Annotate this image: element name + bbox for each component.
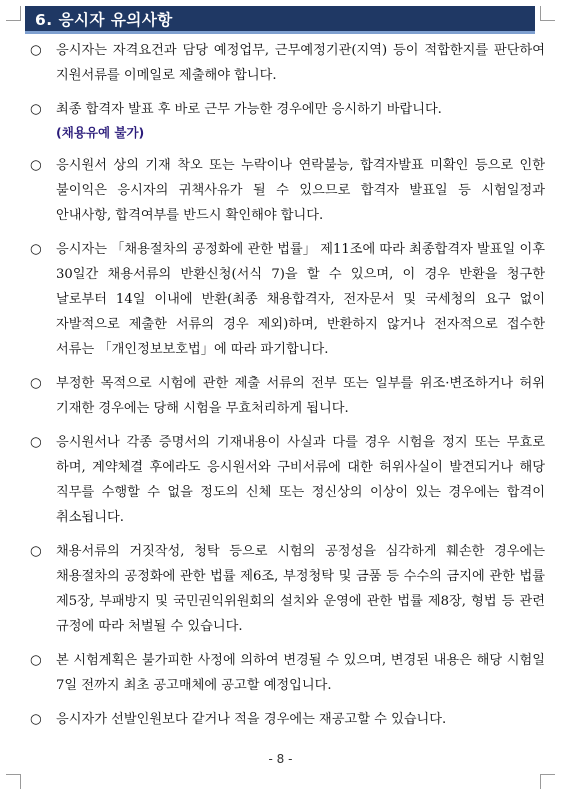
item-text: 응시자는 「채용절차의 공정화에 관한 법률」 제11조에 따라 최종합격자 발표일 이후 30일간 채용서류의 반환신청(서식 7)을 할 수 있으며, 이 경우 반환을 청구한 날로부터 14일 이내에 반환(최종 채용합격자, 전자문서 및 국세청의 요구 없이 자발적으로 제출한 서류의 경우 제외)하며, 반환하지 않거나 전자적으로 접수한 서류는 「개인정보보호법」에 따라 파기합니다. <box>56 242 545 357</box>
list-item <box>30 153 545 228</box>
item-text: 부정한 목적으로 시험에 관한 제출 서류의 전부 또는 일부를 위조·변조하거나 허위 기재한 경우에는 당해 시험을 무효처리하게 됩니다. <box>56 376 545 416</box>
bullet-icon: ○ <box>30 241 42 257</box>
list-item <box>30 371 545 421</box>
list-item <box>30 707 545 732</box>
item-note: (채용유예 불가) <box>56 125 145 140</box>
list-item <box>30 97 545 144</box>
list-item <box>30 38 545 88</box>
crop-mark-bottom-left <box>6 774 21 789</box>
item-text: 본 시험계획은 불가피한 사정에 의하여 변경될 수 있으며, 변경된 내용은 해당 시험일 7일 전까지 최초 공고매체에 공고할 예정입니다. <box>56 653 545 693</box>
bullet-icon: ○ <box>30 711 42 727</box>
notice-list <box>30 38 545 741</box>
list-item <box>30 237 545 362</box>
bullet-icon: ○ <box>30 157 42 173</box>
item-text: 응시원서 상의 기재 착오 또는 누락이나 연락불능, 합격자발표 미확인 등으로 인한 불이익은 응시자의 귀책사유가 될 수 있으므로 합격자 발표일 등 시험일정과 안내사항, 합격여부를 반드시 확인해야 합니다. <box>56 158 545 223</box>
item-text: 응시자가 선발인원보다 같거나 적을 경우에는 재공고할 수 있습니다. <box>56 712 447 727</box>
crop-mark-top-right <box>540 6 555 21</box>
item-text: 응시원서나 각종 증명서의 기재내용이 사실과 다를 경우 시험을 정지 또는 무효로 하며, 계약체결 후에라도 응시원서와 구비서류에 대한 허위사실이 발견되거나 해당 직무를 수행할 수 없을 정도의 신체 또는 정신상의 이상이 있는 경우에는 합격이 취소됩니다. <box>56 435 545 525</box>
bullet-icon: ○ <box>30 375 42 391</box>
list-item <box>30 539 545 639</box>
bullet-icon: ○ <box>30 434 42 450</box>
bullet-icon: ○ <box>30 652 42 668</box>
item-text: 최종 합격자 발표 후 바로 근무 가능한 경우에만 응시하기 바랍니다. <box>56 102 442 117</box>
page-number: - 8 - <box>268 752 293 766</box>
list-item <box>30 430 545 530</box>
crop-mark-bottom-right <box>540 774 555 789</box>
section-header <box>25 6 535 34</box>
item-text: 응시자는 자격요건과 담당 예정업무, 근무예정기관(지역) 등이 적합한지를 판단하여 지원서류를 이메일로 제출해야 합니다. <box>56 43 545 83</box>
bullet-icon: ○ <box>30 101 42 117</box>
bullet-icon: ○ <box>30 42 42 58</box>
crop-mark-top-left <box>6 6 21 21</box>
section-title: 6. 응시자 유의사항 <box>35 10 173 29</box>
item-text: 채용서류의 거짓작성, 청탁 등으로 시험의 공정성을 심각하게 훼손한 경우에는 채용절차의 공정화에 관한 법률 제6조, 부정청탁 및 금품 등 수수의 금지에 관한 법률 제5장, 부패방지 및 국민권익위원회의 설치와 운영에 관한 법률 제8장, 형법 등 관련 규정에 따라 처벌될 수 있습니다. <box>56 544 545 634</box>
bullet-icon: ○ <box>30 543 42 559</box>
list-item <box>30 648 545 698</box>
